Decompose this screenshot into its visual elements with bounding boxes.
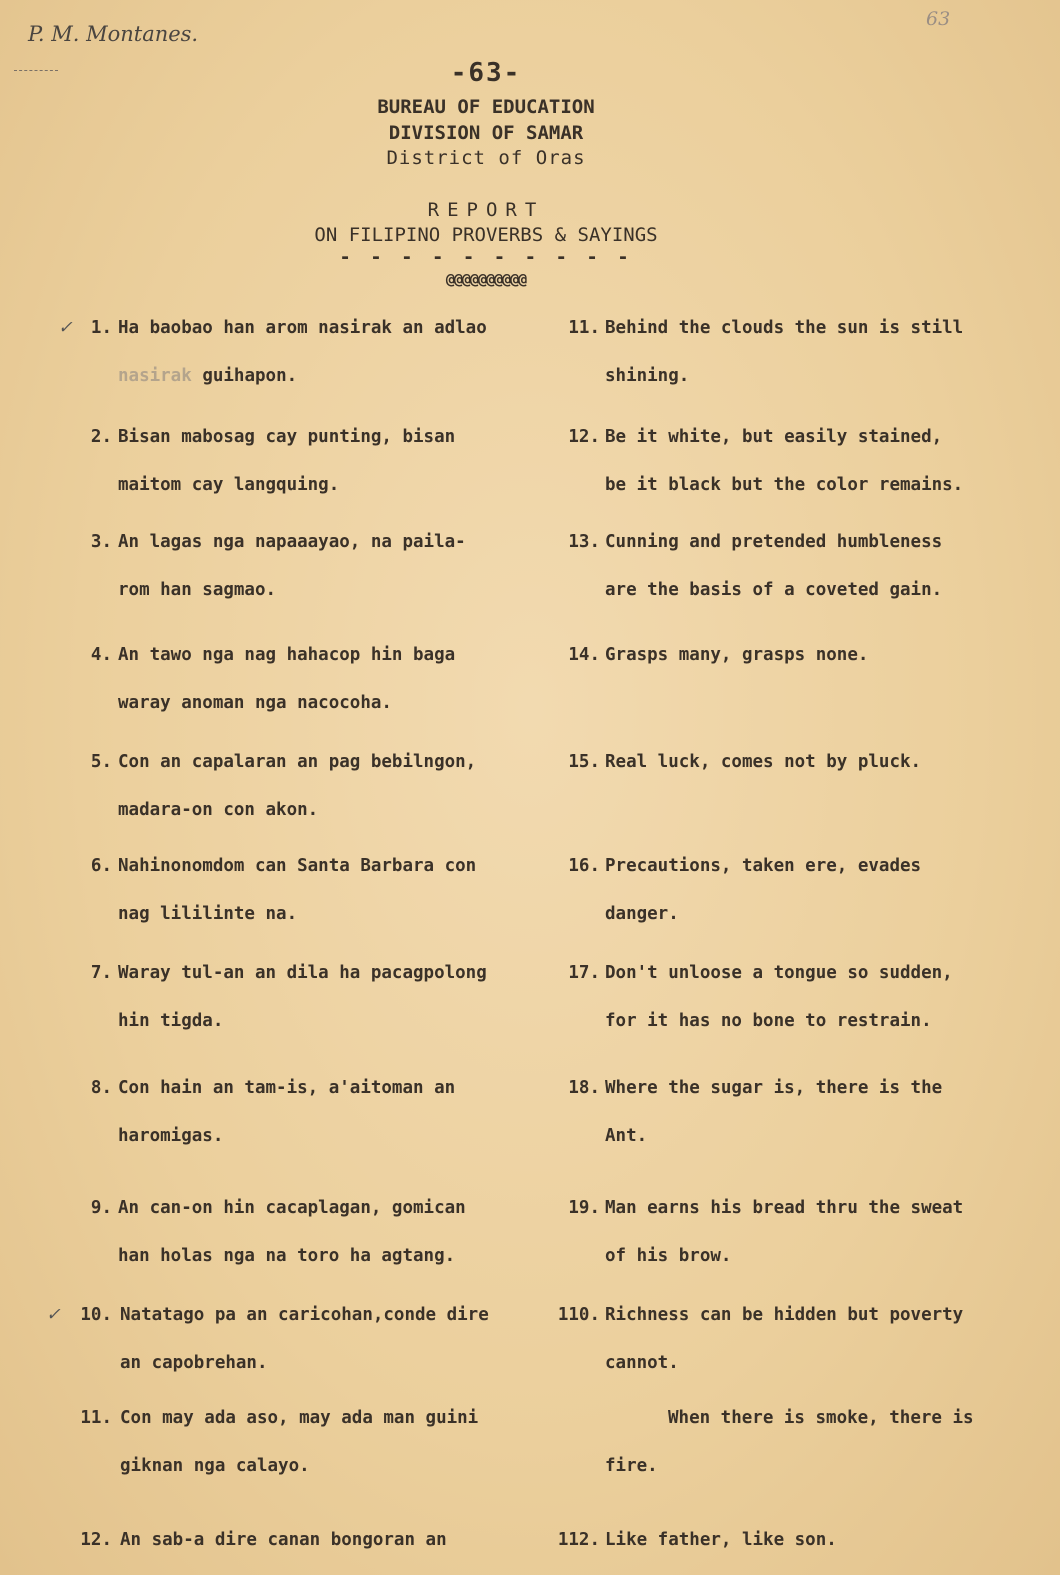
proverb-row (0, 427, 1060, 535)
translation-line1: When there is smoke, there is (668, 1408, 974, 1428)
proverb-text-line1: Con hain an tam-is, a'aitoman an (118, 1078, 456, 1098)
check-mark-icon: ✓ (46, 1305, 61, 1325)
translation-number: 12. (568, 427, 600, 447)
proverb-text-line1: Ha baobao han arom nasirak an adlao (118, 318, 487, 338)
proverb-text-line1: An sab-a dire canan bongoran an (120, 1530, 447, 1550)
proverb-number: 9. (90, 1198, 112, 1218)
proverb-text-line1: Con may ada aso, may ada man guini (120, 1408, 479, 1428)
proverb-number: 10. (80, 1305, 112, 1325)
proverb-row (0, 318, 1060, 426)
proverb-row (0, 752, 1060, 860)
translation-line1: Be it white, but easily stained, (605, 427, 943, 447)
translation-number: 110. (557, 1305, 600, 1325)
translation-line2: Ant. (605, 1126, 648, 1146)
proverb-number: 6. (90, 856, 112, 876)
org-line-bureau: BUREAU OF EDUCATION (377, 96, 595, 118)
proverb-text-line2 (118, 366, 297, 386)
translation-line1: Richness can be hidden but poverty (605, 1305, 964, 1325)
proverb-number: 8. (90, 1078, 112, 1098)
proverb-row (0, 963, 1060, 1071)
proverb-text-line1: Nahinonomdom can Santa Barbara con (118, 856, 477, 876)
translation-number: 11. (568, 318, 600, 338)
proverb-text-line2: giknan nga calayo. (120, 1456, 310, 1476)
faded-word: nasirak (118, 366, 192, 386)
translation-line1: Man earns his bread thru the sweat (605, 1198, 964, 1218)
translation-line1: Don't unloose a tongue so sudden, (605, 963, 953, 983)
translation-number: 14. (568, 645, 600, 665)
translation-line2: of his brow. (605, 1246, 732, 1266)
translation-line1: Precautions, taken ere, evades (605, 856, 922, 876)
translation-line1: Grasps many, grasps none. (605, 645, 869, 665)
proverb-number: 12. (80, 1530, 112, 1550)
proverb-number: 11. (80, 1408, 112, 1428)
proverb-text-line2: nag lililinte na. (118, 904, 298, 924)
proverb-text-line2-main: guihapon. (202, 366, 298, 386)
translation-line1: Like father, like son. (605, 1530, 837, 1550)
handwritten-page-number: 63 (926, 8, 951, 30)
proverb-number: 3. (90, 532, 112, 552)
proverb-text-line2: hin tigda. (118, 1011, 224, 1031)
handwritten-signature: P. M. Montanes. (28, 22, 199, 46)
proverb-row (0, 1198, 1060, 1306)
translation-number: 17. (568, 963, 600, 983)
translation-line2: are the basis of a coveted gain. (605, 580, 943, 600)
proverb-number: 5. (90, 752, 112, 772)
proverb-row (0, 1408, 1060, 1516)
proverb-text-line1: Bisan mabosag cay punting, bisan (118, 427, 456, 447)
proverb-row (0, 1305, 1060, 1413)
translation-line2: cannot. (605, 1353, 679, 1373)
proverb-text-line2: waray anoman nga nacocoha. (118, 693, 392, 713)
page-number: -63- (450, 58, 522, 88)
proverb-number: 2. (90, 427, 112, 447)
translation-number: 18. (568, 1078, 600, 1098)
translation-line2: fire. (605, 1456, 658, 1476)
translation-number: 19. (568, 1198, 600, 1218)
proverb-text-line2: an capobrehan. (120, 1353, 268, 1373)
report-subtitle: ON FILIPINO PROVERBS & SAYINGS (314, 224, 658, 246)
proverb-row (0, 645, 1060, 753)
translation-line2: be it black but the color remains. (605, 475, 964, 495)
org-line-division: DIVISION OF SAMAR (388, 122, 584, 144)
translation-line1: Where the sugar is, there is the (605, 1078, 943, 1098)
proverb-row (0, 856, 1060, 964)
proverb-row (0, 1530, 1060, 1570)
title-decoration: @@@@@@@@@@ (445, 270, 527, 288)
translation-line2: for it has no bone to restrain. (605, 1011, 932, 1031)
proverb-number: 4. (90, 645, 112, 665)
proverb-text-line1: An can-on hin cacaplagan, gomican (118, 1198, 466, 1218)
check-mark-icon: ✓ (58, 318, 73, 338)
translation-number: 112. (557, 1530, 600, 1550)
proverb-text-line1: Waray tul-an an dila ha pacagpolong (118, 963, 487, 983)
proverb-text-line1: Natatago pa an caricohan,conde dire (120, 1305, 489, 1325)
proverb-number: 7. (90, 963, 112, 983)
proverb-row (0, 1078, 1060, 1186)
translation-line1: Cunning and pretended humbleness (605, 532, 943, 552)
proverb-number: 1. (90, 318, 112, 338)
proverb-text-line1: Con an capalaran an pag bebilngon, (118, 752, 477, 772)
proverb-text-line2: han holas nga na toro ha agtang. (118, 1246, 456, 1266)
translation-line2: danger. (605, 904, 679, 924)
proverb-text-line1: An lagas nga napaaayao, na paila- (118, 532, 466, 552)
proverb-text-line1: An tawo nga nag hahacop hin baga (118, 645, 456, 665)
translation-number: 13. (568, 532, 600, 552)
org-line-district: District of Oras (386, 147, 586, 169)
translation-number: 16. (568, 856, 600, 876)
report-title: REPORT (427, 199, 545, 221)
title-dash-rule: - - - - - - - - - - (339, 246, 633, 268)
proverb-text-line2: rom han sagmao. (118, 580, 277, 600)
proverb-text-line2: madara-on con akon. (118, 800, 319, 820)
translation-number: 15. (568, 752, 600, 772)
translation-line2: shining. (605, 366, 690, 386)
proverb-text-line2: maitom cay langquing. (118, 475, 340, 495)
translation-line1: Real luck, comes not by pluck. (605, 752, 922, 772)
translation-line1: Behind the clouds the sun is still (605, 318, 964, 338)
proverb-row (0, 532, 1060, 640)
proverb-text-line2: haromigas. (118, 1126, 224, 1146)
